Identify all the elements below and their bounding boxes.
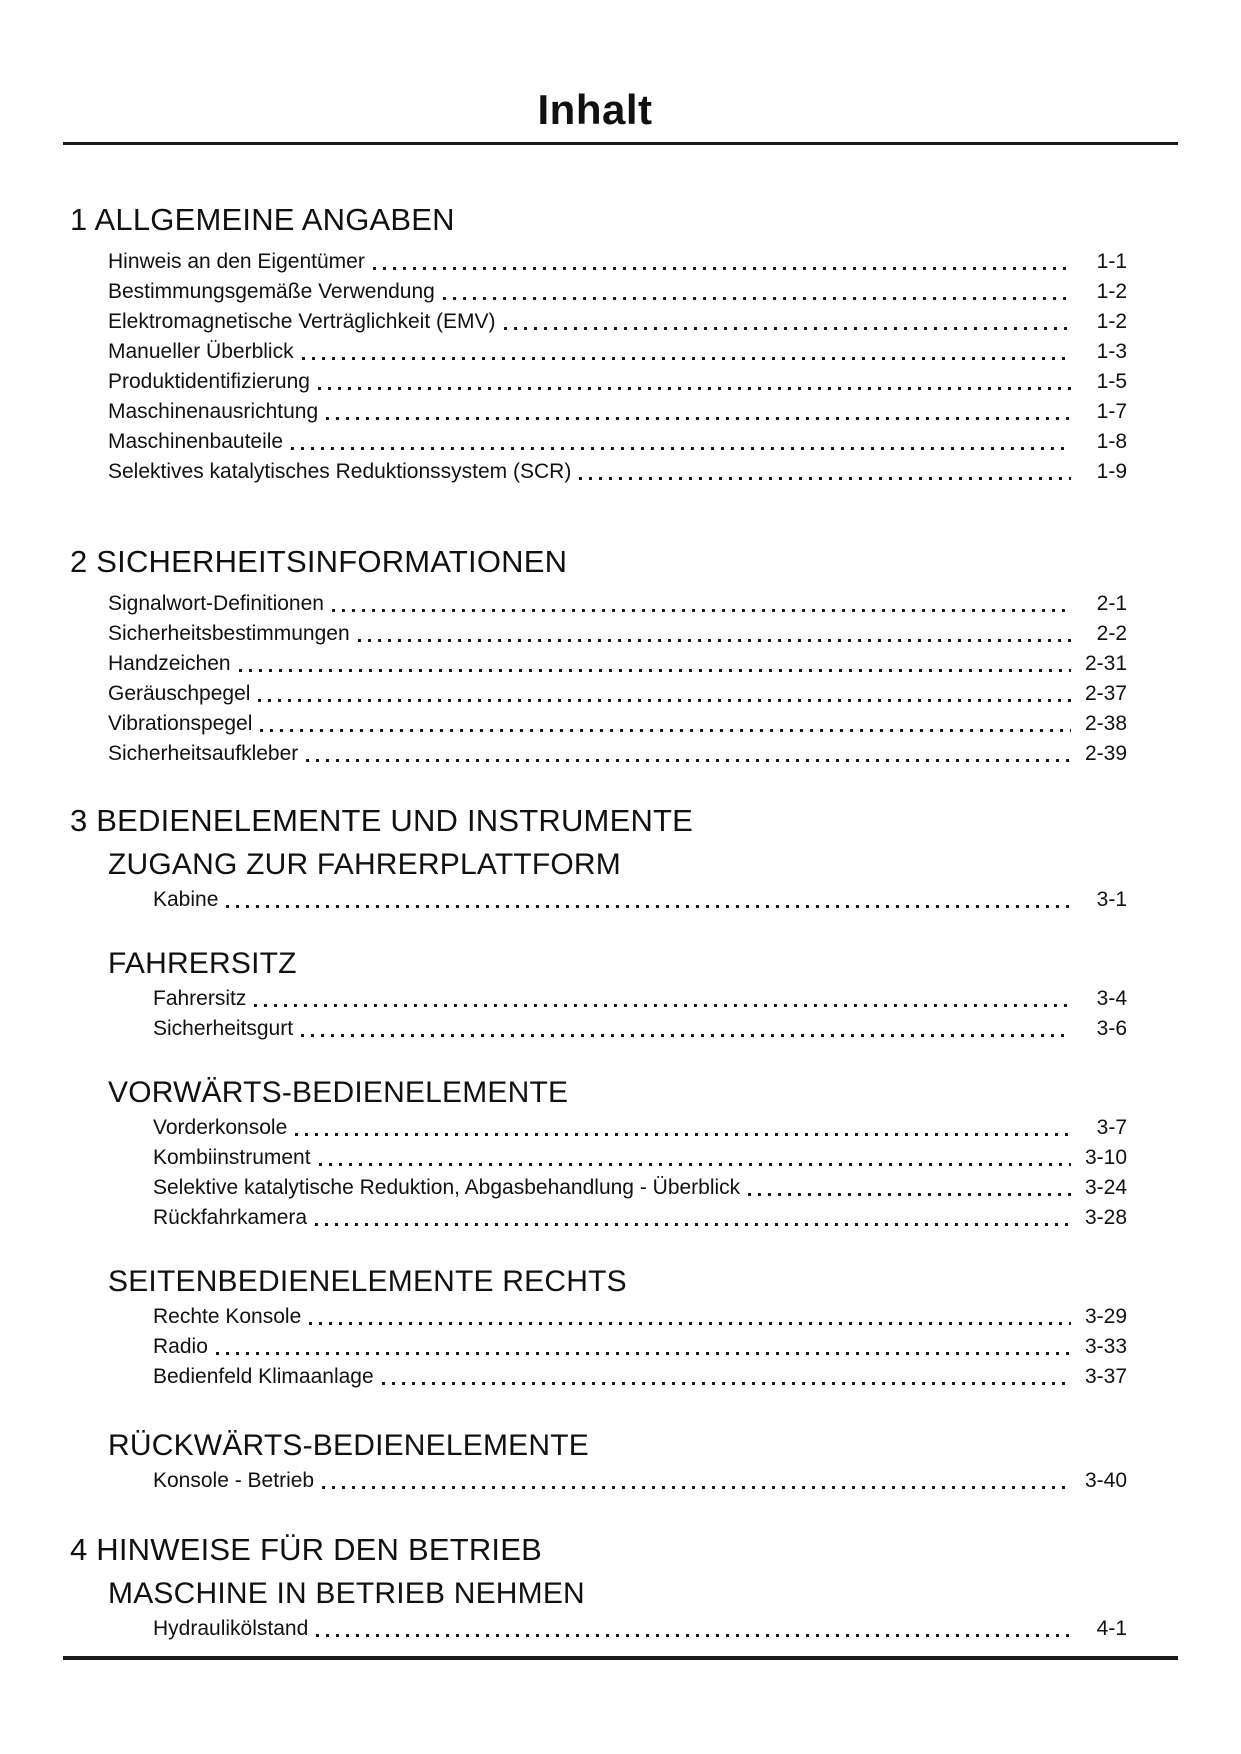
toc-entry-label: Sicherheitsbestimmungen [108, 622, 350, 645]
toc-entry [63, 649, 1127, 679]
toc-entry-label: Maschinenbauteile [108, 430, 284, 453]
subsection-heading-fahrersitz: FAHRERSITZ [108, 947, 297, 980]
toc-entry-page: 2-37 [1084, 682, 1127, 705]
dot-leader [322, 1486, 1071, 1489]
dot-leader [306, 759, 1071, 762]
chapter-heading-2: 2 SICHERHEITSINFORMATIONEN [70, 544, 568, 579]
dot-leader [318, 387, 1071, 390]
toc-entry [63, 709, 1127, 739]
toc-entry [63, 1332, 1127, 1362]
toc-entry [63, 1362, 1127, 1392]
toc-entry-label: Kombiinstrument [153, 1146, 311, 1169]
toc-entry-page: 2-1 [1096, 592, 1127, 615]
toc-entry [63, 1173, 1127, 1203]
dot-leader [295, 1133, 1071, 1136]
toc-entry-page: 1-5 [1096, 370, 1127, 393]
dot-leader [748, 1193, 1071, 1196]
page-title: Inhalt [537, 86, 653, 133]
toc-entry-page: 3-40 [1084, 1469, 1127, 1492]
toc-entry-page: 1-2 [1096, 310, 1127, 333]
toc-entry-page: 1-8 [1096, 430, 1127, 453]
dot-leader [382, 1382, 1071, 1385]
chapter-1-entries [63, 247, 1127, 487]
toc-entry-page: 2-31 [1084, 652, 1127, 675]
toc-entry-page: 3-37 [1084, 1365, 1127, 1388]
toc-entry-label: Kabine [153, 888, 219, 911]
chapter-2-entries [63, 589, 1127, 769]
toc-entry [63, 307, 1127, 337]
toc-entry [63, 739, 1127, 769]
toc-entry [63, 1143, 1127, 1173]
toc-entry-label: Vibrationspegel [108, 712, 253, 735]
toc-entry [63, 1614, 1127, 1644]
subsection-fahrersitz-entries [63, 984, 1127, 1044]
dot-leader [258, 699, 1071, 702]
toc-entry [63, 397, 1127, 427]
toc-entry-label: Manueller Überblick [108, 340, 294, 363]
dot-leader [373, 267, 1071, 270]
toc-entry-page: 1-1 [1096, 250, 1127, 273]
toc-entry-label: Selektives katalytisches Reduktionssystem (SCR) [108, 460, 572, 483]
toc-entry [63, 1466, 1127, 1496]
chapter-heading-4: 4 HINWEISE FÜR DEN BETRIEB [70, 1532, 542, 1567]
subsection-heading-rueckwaerts: RÜCKWÄRTS-BEDIENELEMENTE [108, 1429, 589, 1462]
toc-entry [63, 1302, 1127, 1332]
toc-entry [63, 679, 1127, 709]
toc-entry [63, 1014, 1127, 1044]
toc-content [63, 0, 1127, 132]
toc-entry-page: 3-28 [1084, 1206, 1127, 1229]
toc-entry-label: Bedienfeld Klimaanlage [153, 1365, 374, 1388]
toc-entry-page: 1-2 [1096, 280, 1127, 303]
top-divider [63, 142, 1178, 145]
dot-leader [326, 417, 1071, 420]
toc-entry-label: Handzeichen [108, 652, 231, 675]
toc-entry-page: 3-4 [1096, 987, 1127, 1010]
toc-entry-page: 3-6 [1096, 1017, 1127, 1040]
subsection-heading-maschine: MASCHINE IN BETRIEB NEHMEN [108, 1577, 585, 1610]
toc-entry-page: 1-3 [1096, 340, 1127, 363]
dot-leader [291, 447, 1071, 450]
subsection-heading-vorwaerts: VORWÄRTS-BEDIENELEMENTE [108, 1076, 569, 1109]
dot-leader [579, 477, 1071, 480]
toc-entry [63, 247, 1127, 277]
toc-entry-page: 3-10 [1084, 1146, 1127, 1169]
toc-entry-label: Rückfahrkamera [153, 1206, 308, 1229]
dot-leader [216, 1352, 1071, 1355]
toc-entry [63, 337, 1127, 367]
toc-entry-page: 3-29 [1084, 1305, 1127, 1328]
dot-leader [358, 639, 1071, 642]
toc-entry-page: 3-7 [1096, 1116, 1127, 1139]
toc-entry-page: 1-9 [1096, 460, 1127, 483]
toc-entry [63, 1113, 1127, 1143]
toc-entry-page: 2-2 [1096, 622, 1127, 645]
toc-entry-page: 1-7 [1096, 400, 1127, 423]
toc-entry-label: Sicherheitsgurt [153, 1017, 294, 1040]
toc-entry-label: Geräuschpegel [108, 682, 251, 705]
dot-leader [254, 1004, 1071, 1007]
subsection-maschine-entries [63, 1614, 1127, 1644]
bottom-divider [63, 1656, 1178, 1660]
dot-leader [301, 1034, 1071, 1037]
toc-entry [63, 367, 1127, 397]
toc-entry-label: Vorderkonsole [153, 1116, 288, 1139]
toc-entry [63, 619, 1127, 649]
subsection-vorwaerts-entries [63, 1113, 1127, 1233]
toc-entry-label: Maschinenausrichtung [108, 400, 319, 423]
dot-leader [332, 609, 1071, 612]
subsection-seiten-entries [63, 1302, 1127, 1392]
toc-entry-label: Elektromagnetische Verträglichkeit (EMV) [108, 310, 496, 333]
dot-leader [260, 729, 1071, 732]
dot-leader [316, 1634, 1071, 1637]
toc-entry-label: Sicherheitsaufkleber [108, 742, 299, 765]
dot-leader [443, 297, 1071, 300]
toc-body [63, 202, 1127, 1644]
dot-leader [309, 1322, 1071, 1325]
subsection-zugang-entries [63, 885, 1127, 915]
chapter-heading-3: 3 BEDIENELEMENTE UND INSTRUMENTE [70, 803, 694, 838]
toc-entry [63, 1203, 1127, 1233]
toc-entry-label: Selektive katalytische Reduktion, Abgasbehandlung - Überblick [153, 1176, 741, 1199]
toc-entry [63, 984, 1127, 1014]
dot-leader [239, 669, 1071, 672]
subsection-heading-zugang: ZUGANG ZUR FAHRERPLATTFORM [108, 848, 621, 881]
chapter-heading-1: 1 ALLGEMEINE ANGABEN [70, 202, 455, 237]
dot-leader [319, 1163, 1071, 1166]
toc-entry-page: 3-24 [1084, 1176, 1127, 1199]
toc-entry [63, 457, 1127, 487]
toc-entry-label: Produktidentifizierung [108, 370, 310, 393]
toc-entry-page: 3-1 [1096, 888, 1127, 911]
toc-entry [63, 589, 1127, 619]
toc-entry-page: 2-39 [1084, 742, 1127, 765]
subsection-rueckwaerts-entries [63, 1466, 1127, 1496]
toc-entry-page: 3-33 [1084, 1335, 1127, 1358]
toc-entry-page: 4-1 [1096, 1617, 1127, 1640]
toc-entry-label: Hydraulikölstand [153, 1617, 309, 1640]
toc-entry [63, 277, 1127, 307]
toc-entry-label: Signalwort-Definitionen [108, 592, 324, 615]
toc-entry [63, 885, 1127, 915]
dot-leader [302, 357, 1071, 360]
dot-leader [504, 327, 1072, 330]
toc-entry-label: Fahrersitz [153, 987, 247, 1010]
subsection-heading-seiten: SEITENBEDIENELEMENTE RECHTS [108, 1265, 627, 1298]
dot-leader [315, 1223, 1071, 1226]
toc-entry-label: Rechte Konsole [153, 1305, 302, 1328]
toc-entry [63, 427, 1127, 457]
toc-entry-page: 2-38 [1084, 712, 1127, 735]
toc-entry-label: Konsole - Betrieb [153, 1469, 315, 1492]
toc-entry-label: Bestimmungsgemäße Verwendung [108, 280, 435, 303]
toc-entry-label: Hinweis an den Eigentümer [108, 250, 365, 273]
toc-entry-label: Radio [153, 1335, 208, 1358]
dot-leader [226, 905, 1071, 908]
